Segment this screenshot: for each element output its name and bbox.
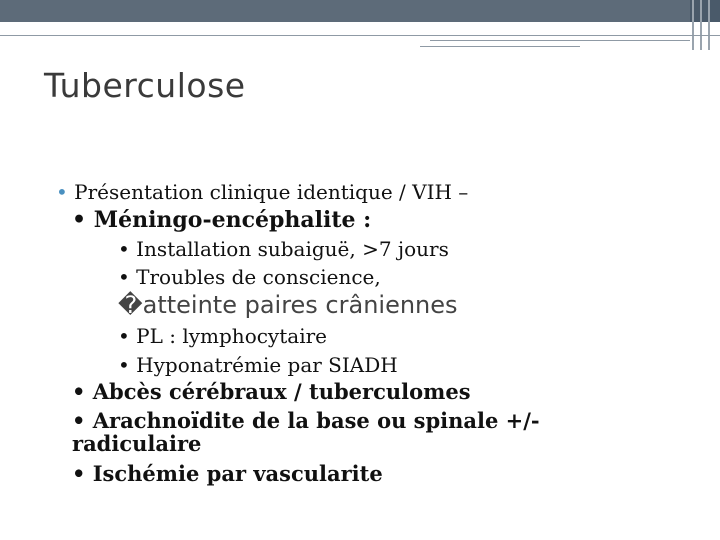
bullet-atteinte [118, 291, 458, 319]
header-accent-line [692, 0, 694, 50]
bullet-intro-text: Présentation clinique identique / VIH – [74, 180, 469, 204]
bullet-abces: • Abcès cérébraux / tuberculomes [72, 379, 471, 404]
missing-glyph-icon: � [118, 291, 143, 319]
bullet-install: • Installation subaiguë, >7 jours [118, 237, 449, 261]
bullet-pl: • PL : lymphocytaire [118, 324, 327, 348]
bullet-hypo: • Hyponatrémie par SIADH [118, 353, 398, 377]
header-rule [0, 35, 720, 36]
bullet-arachnoidite: • Arachnoïdite de la base ou spinale +/- [72, 408, 540, 433]
bullet-intro [56, 180, 468, 204]
slide-title: Tuberculose [44, 66, 246, 105]
bullet-arachnoidite-cont: radiculaire [72, 431, 202, 456]
header-bar-shade [0, 0, 690, 22]
bullet-marker: • [56, 180, 68, 204]
header-rule [430, 40, 690, 41]
header-rule [420, 46, 580, 47]
header-accent-line [708, 0, 710, 50]
bullet-atteinte-text: atteinte paires crâniennes [142, 291, 458, 319]
bullet-meningo: • Méningo-encéphalite : [72, 207, 372, 233]
header-accent-line [700, 0, 702, 50]
bullet-troubles: • Troubles de conscience, [118, 265, 381, 289]
bullet-ischemie: • Ischémie par vascularite [72, 461, 383, 486]
